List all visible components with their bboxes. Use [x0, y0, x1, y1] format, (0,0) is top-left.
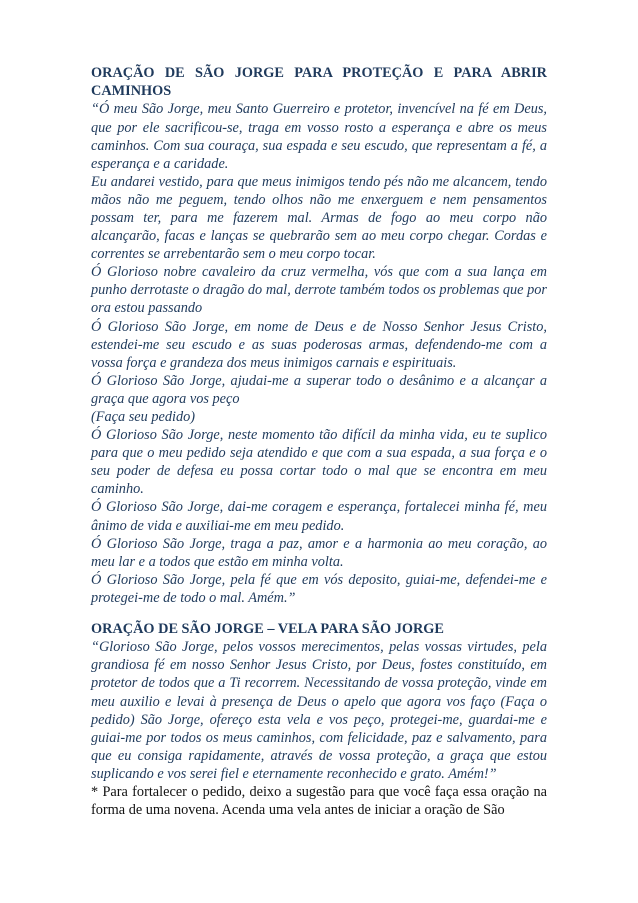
- prayer-paragraph: Ó Glorioso nobre cavaleiro da cruz vermelha, vós que com a sua lança em punho derrotaste o dragão do mal, derrote também todos os problemas que por ora estou passando: [91, 264, 547, 317]
- prayer-paragraph: Ó Glorioso São Jorge, traga a paz, amor e a harmonia ao meu coração, ao meu lar e a todos que estão em minha volta.: [91, 535, 547, 570]
- prayer-paragraph: “Glorioso São Jorge, pelos vossos merecimentos, pelas vossas virtudes, pela grandiosa fé em nosso Senhor Jesus Cristo, por Deus, fostes constituído, em protetor de todos que a Ti recorrem. Necessitando de vossa proteção, vinde em meu auxilio e levai à presença de Deus o apelo que agora vos faço (Faça o pedido) São Jorge, ofereço esta vela e vos peço, protegei-me, guardai-me e guiai-me por todos os meus caminhos, com felicidade, paz e salvamento, para que eu consiga rapidamente, através de vossa proteção, a graça que estou suplicando e vos serei fiel e eternamente reconhecido e grato. Amém!”: [91, 639, 547, 782]
- section-title-protecao: ORAÇÃO DE SÃO JORGE PARA PROTEÇÃO E PARA ABRIR CAMINHOS: [91, 65, 547, 100]
- novena-note: * Para fortalecer o pedido, deixo a sugestão para que você faça essa oração na forma de uma novena. Acenda uma vela antes de iniciar a oração de São: [91, 783, 547, 819]
- prayer-paragraph: Ó Glorioso São Jorge, neste momento tão difícil da minha vida, eu te suplico para que o meu pedido seja atendido e que com a sua espada, a sua força e o seu poder de defesa eu possa cortar todo o mal que se encontra em meu caminho.: [91, 427, 547, 498]
- prayer-paragraph: (Faça seu pedido): [91, 409, 196, 425]
- prayer-paragraph: “Ó meu São Jorge, meu Santo Guerreiro e protetor, invencível na fé em Deus, que por ele sacrificou-se, traga em vosso rosto a esperança e abre os meus caminhos. Com sua couraça, sua espada e seu escudo, que representam a fé, a esperança e a caridade.: [91, 101, 547, 172]
- prayer-paragraph: Ó Glorioso São Jorge, dai-me coragem e esperança, fortalecei minha fé, meu ânimo de vida e auxiliai-me em meu pedido.: [91, 499, 547, 534]
- prayer-paragraph: Eu andarei vestido, para que meus inimigos tendo pés não me alcancem, tendo mãos não me peguem, tendo olhos não me enxerguem e nem pensamentos possam ter, para me fazerem mal. Armas de fogo ao meu corpo não alcançarão, facas e lanças se quebrarão sem ao meu corpo chegar. Cordas e correntes se arrebentarão sem o meu corpo tocar.: [91, 173, 547, 263]
- prayer-paragraph: Ó Glorioso São Jorge, ajudai-me a superar todo o desânimo e a alcançar a graça que agora vos peço: [91, 372, 547, 407]
- prayer-paragraph: Ó Glorioso São Jorge, em nome de Deus e de Nosso Senhor Jesus Cristo, estendei-me seu escudo e as suas poderosas armas, defendendo-me com a vossa força e grandeza dos meus inimigos carnais e espirituais.: [91, 318, 547, 371]
- prayer-paragraph: Ó Glorioso São Jorge, pela fé que em vós deposito, guiai-me, defendei-me e protegei-me de todo o mal. Amém.”: [91, 571, 547, 606]
- section-title-vela: ORAÇÃO DE SÃO JORGE – VELA PARA SÃO JORGE: [91, 621, 444, 638]
